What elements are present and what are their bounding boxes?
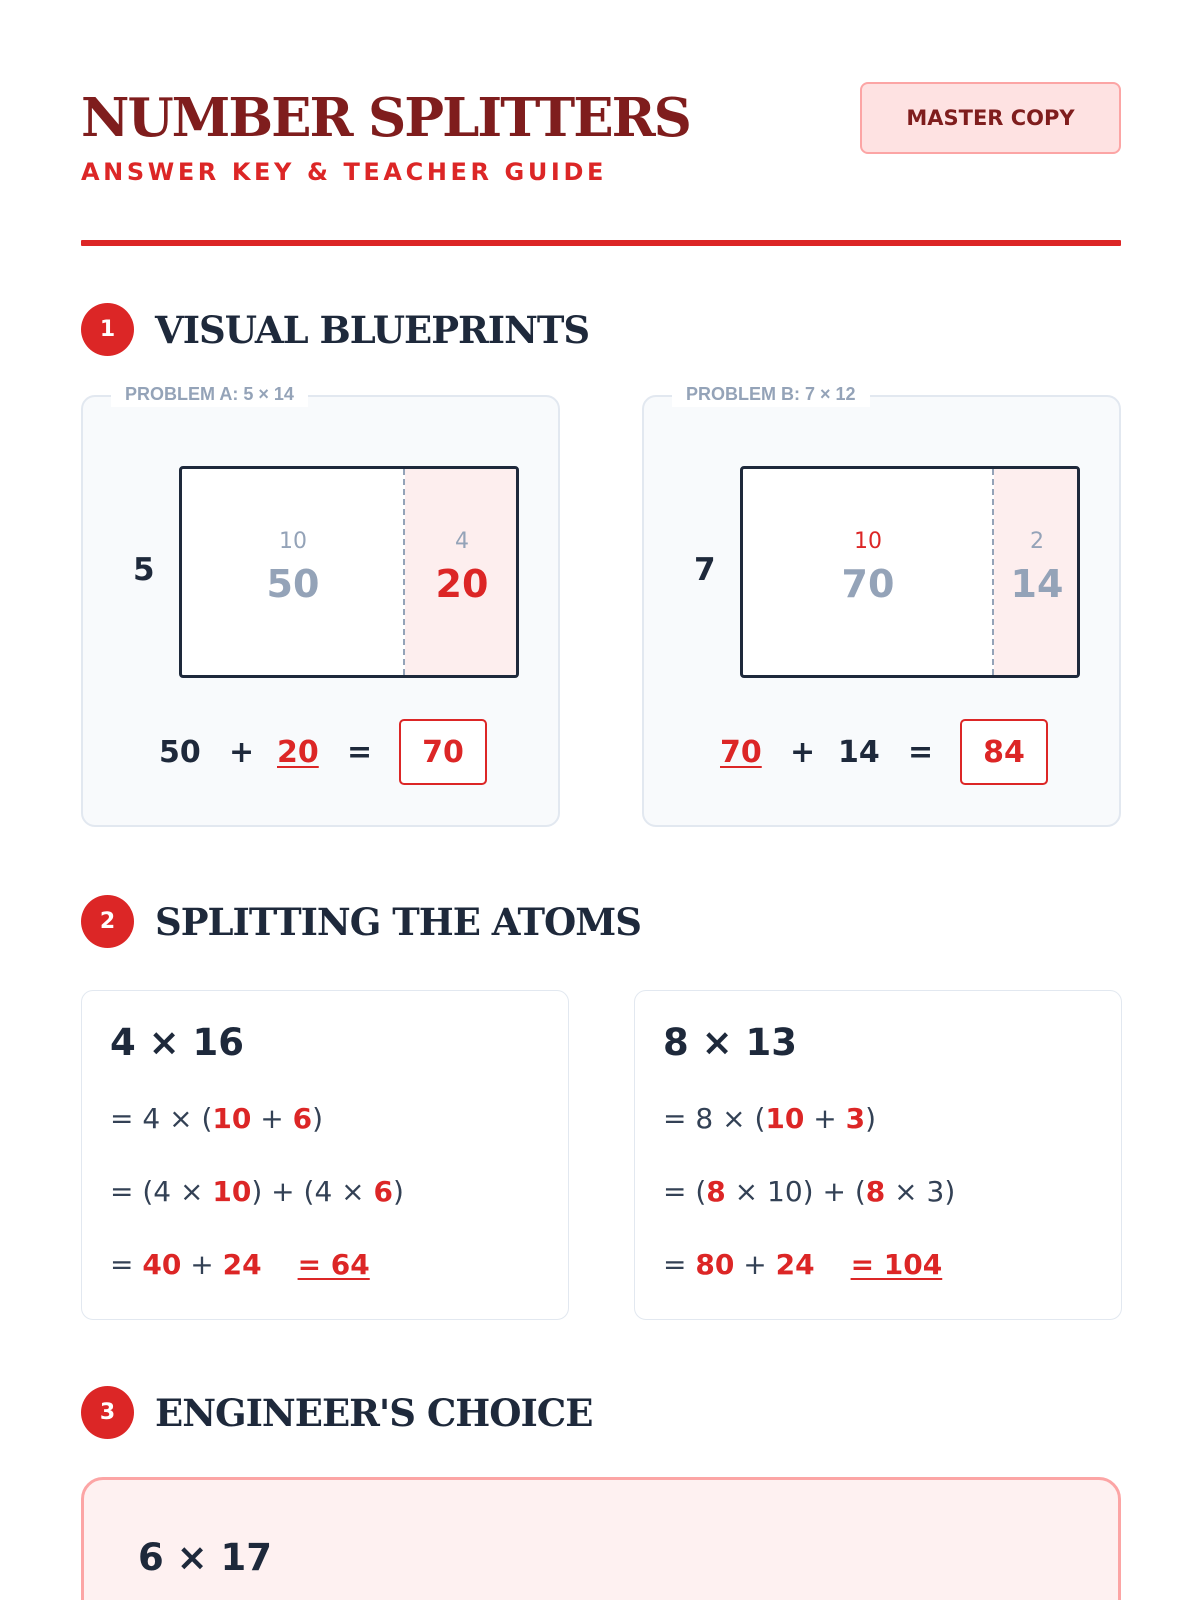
equals-sign: = — [347, 735, 373, 770]
cell-factor: 10 — [854, 529, 882, 554]
section-heading-visual-blueprints — [81, 303, 981, 357]
step-line-2 — [110, 1174, 404, 1210]
step-text: = — [110, 1248, 143, 1281]
addend: 14 — [838, 735, 880, 770]
step-text: = ( — [663, 1175, 707, 1208]
step-value: 10 — [765, 1102, 805, 1135]
header-divider — [81, 240, 1121, 246]
step-text: = 8 × ( — [663, 1102, 766, 1135]
equals-sign: = — [908, 735, 934, 770]
answer-key-page — [81, 0, 1121, 1600]
blueprint-card-problem-a — [81, 384, 560, 827]
addend: 50 — [159, 735, 201, 770]
step-value: 3 — [845, 1102, 866, 1135]
answer-box: 84 — [960, 719, 1048, 785]
step-value: 6 — [373, 1175, 394, 1208]
side-length: 5 — [133, 552, 155, 588]
step-line-1 — [663, 1101, 876, 1137]
step-text: + — [251, 1102, 293, 1135]
problem-label: PROBLEM B: 7 × 12 — [672, 381, 870, 407]
step-text: + — [734, 1248, 776, 1281]
step-text: + — [181, 1248, 223, 1281]
addend-filled: 20 — [277, 735, 319, 770]
step-text: = 4 × ( — [110, 1102, 213, 1135]
step-value: 8 — [706, 1175, 726, 1208]
section-heading-engineers-choice — [81, 1386, 981, 1440]
section-title: SPLITTING THE ATOMS — [155, 900, 641, 944]
cell-product: 14 — [1010, 562, 1064, 606]
step-text: ) — [393, 1175, 404, 1208]
cell-factor: 10 — [279, 529, 307, 554]
cell-product: 20 — [435, 562, 489, 606]
blueprint-card-problem-b — [642, 384, 1121, 827]
atom-problem: 8 × 13 — [663, 1021, 797, 1064]
step-value: 10 — [212, 1175, 252, 1208]
area-cell-ones — [405, 469, 519, 675]
final-answer: = 104 — [850, 1248, 943, 1281]
section-number-badge: 3 — [81, 1386, 134, 1439]
final-answer: = 64 — [297, 1248, 370, 1281]
step-line-1 — [110, 1101, 323, 1137]
area-model — [740, 466, 1080, 678]
cell-product: 70 — [841, 562, 895, 606]
side-length: 7 — [694, 552, 716, 588]
choice-problem: 6 × 17 — [138, 1536, 272, 1579]
cell-factor: 4 — [455, 529, 469, 554]
cell-product: 50 — [266, 562, 320, 606]
addend-filled: 70 — [720, 735, 762, 770]
step-value: 8 — [865, 1175, 886, 1208]
area-model — [179, 466, 519, 678]
area-cell-tens — [182, 469, 404, 675]
plus-sign: + — [229, 735, 255, 770]
atom-problem: 4 × 16 — [110, 1021, 244, 1064]
master-copy-badge: MASTER COPY — [860, 82, 1121, 154]
page-subtitle: ANSWER KEY & TEACHER GUIDE — [81, 158, 607, 186]
atom-card-8x13 — [634, 990, 1122, 1320]
step-value: 40 — [142, 1248, 182, 1281]
section-number-badge: 2 — [81, 895, 134, 948]
section-number-badge: 1 — [81, 303, 134, 356]
step-value: 80 — [695, 1248, 735, 1281]
problem-label: PROBLEM A: 5 × 14 — [111, 381, 308, 407]
answer-box: 70 — [399, 719, 487, 785]
page-title: NUMBER SPLITTERS — [81, 87, 690, 149]
step-text: = — [663, 1248, 696, 1281]
step-line-2 — [663, 1174, 955, 1210]
step-text: ) + (4 × — [251, 1175, 374, 1208]
section-heading-splitting-the-atoms — [81, 895, 981, 949]
section-title: ENGINEER'S CHOICE — [155, 1391, 593, 1435]
section-title: VISUAL BLUEPRINTS — [155, 308, 590, 352]
step-text: = (4 × — [110, 1175, 213, 1208]
area-cell-ones — [994, 469, 1080, 675]
step-line-3 — [110, 1247, 370, 1283]
step-text: × 10) + ( — [725, 1175, 866, 1208]
step-value: 24 — [775, 1248, 815, 1281]
step-text: × 3) — [885, 1175, 956, 1208]
step-value: 10 — [212, 1102, 252, 1135]
step-value: 6 — [292, 1102, 313, 1135]
engineers-choice-card — [81, 1477, 1121, 1600]
step-line-3 — [663, 1247, 942, 1283]
plus-sign: + — [790, 735, 816, 770]
atom-card-4x16 — [81, 990, 569, 1320]
sum-equation — [83, 719, 558, 787]
step-text: ) — [865, 1102, 877, 1135]
sum-equation — [644, 719, 1119, 787]
area-cell-tens — [743, 469, 993, 675]
step-value: 24 — [222, 1248, 262, 1281]
step-text: ) — [312, 1102, 324, 1135]
cell-factor: 2 — [1030, 529, 1044, 554]
header — [81, 82, 1121, 202]
step-text: + — [804, 1102, 846, 1135]
